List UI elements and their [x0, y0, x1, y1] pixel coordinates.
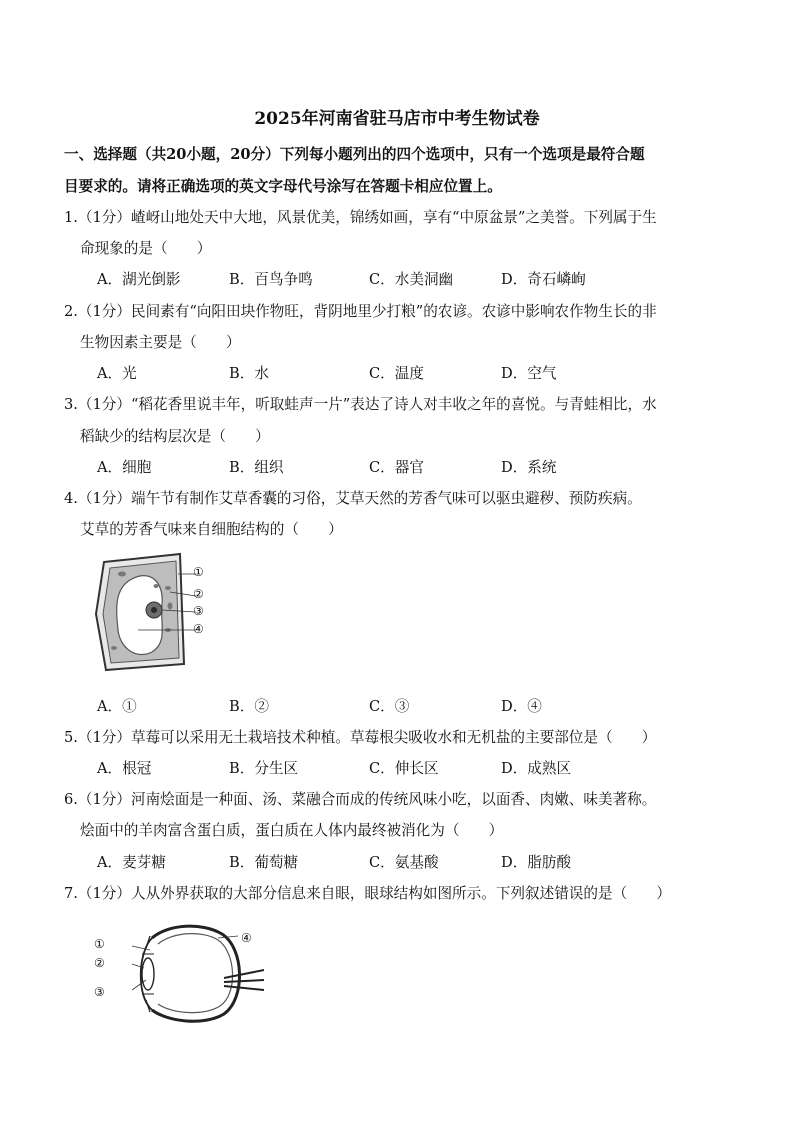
question-5-option-d: D．成熟区 — [501, 760, 572, 777]
eye-label-4: ④ — [241, 931, 252, 945]
cell-label-3: ③ — [193, 604, 204, 618]
question-6-option-d: D．脂肪酸 — [501, 854, 572, 871]
page-title: 2025年河南省驻马店市中考生物试卷 — [254, 109, 540, 129]
question-2-option-d: D．空气 — [501, 365, 557, 382]
question-6-option-a: A．麦芽糖 — [97, 854, 166, 871]
question-4-option-b: B．② — [229, 698, 269, 715]
question-3-text-cont: 稻缺少的结构层次是（ ） — [80, 428, 270, 445]
section-instruction-line-1: 一、选择题（共20小题，20分）下列每小题列出的四个选项中，只有一个选项是最符合题 — [64, 146, 645, 163]
cell-label-2: ② — [193, 587, 204, 601]
question-4-option-d: D．④ — [501, 698, 542, 715]
question-4-text: 4.（1分）端午节有制作艾草香囊的习俗，艾草天然的芳香气味可以驱虫避秽、预防疾病。 — [64, 490, 642, 507]
question-1-text-cont: 命现象的是（ ） — [80, 240, 212, 257]
question-2-option-c: C．温度 — [369, 365, 424, 382]
question-1-option-b: B．百鸟争鸣 — [229, 271, 313, 288]
question-3-option-b: B．组织 — [229, 459, 284, 476]
question-6-option-b: B．葡萄糖 — [229, 854, 299, 871]
question-3-option-c: C．器官 — [369, 459, 424, 476]
question-6-option-c: C．氨基酸 — [369, 854, 439, 871]
question-1-text: 1.（1分）嵖岈山地处天中大地，风景优美，锦绣如画，享有“中原盆景”之美誉。下列属于生 — [64, 209, 657, 226]
question-2-text-cont: 生物因素主要是（ ） — [80, 334, 241, 351]
eye-label-2: ② — [94, 956, 105, 970]
question-2-option-b: B．水 — [229, 365, 269, 382]
cell-label-4: ④ — [193, 622, 204, 636]
question-6-text: 6.（1分）河南烩面是一种面、汤、菜融合而成的传统风味小吃，以面香、肉嫩、味美著称。 — [64, 791, 657, 808]
question-2-option-a: A．光 — [97, 365, 137, 382]
question-3-option-d: D．系统 — [501, 459, 557, 476]
question-5-option-b: B．分生区 — [229, 760, 299, 777]
question-4-text-cont: 艾草的芳香气味来自细胞结构的（ ） — [80, 521, 343, 538]
question-6-text-cont: 烩面中的羊肉富含蛋白质，蛋白质在人体内最终被消化为（ ） — [80, 822, 504, 839]
question-3-text: 3.（1分）“稻花香里说丰年，听取蛙声一片”表达了诗人对丰收之年的喜悦。与青蛙相比，水 — [64, 396, 657, 413]
eye-label-3: ③ — [94, 985, 105, 999]
eye-label-1: ① — [94, 937, 105, 951]
section-instruction-line-2: 目要求的。请将正确选项的英文字母代号涂写在答题卡相应位置上。 — [64, 178, 502, 195]
question-5-text: 5.（1分）草莓可以采用无土栽培技术种植。草莓根尖吸收水和无机盐的主要部位是（ ） — [64, 729, 657, 746]
question-7-text: 7.（1分）人从外界获取的大部分信息来自眼，眼球结构如图所示。下列叙述错误的是（ ） — [64, 885, 671, 902]
question-1-option-d: D．奇石嶙峋 — [501, 271, 586, 288]
question-5-option-a: A．根冠 — [97, 760, 152, 777]
question-4-option-c: C．③ — [369, 698, 410, 715]
question-2-text: 2.（1分）民间素有“向阳田块作物旺，背阴地里少打粮”的农谚。农谚中影响农作物生长的非 — [64, 303, 657, 320]
cell-label-1: ① — [193, 565, 204, 579]
question-5-option-c: C．伸长区 — [369, 760, 439, 777]
question-4-option-a: A．① — [97, 698, 137, 715]
question-1-option-a: A．湖光倒影 — [97, 271, 181, 288]
question-3-option-a: A．细胞 — [97, 459, 152, 476]
question-1-option-c: C．水美洞幽 — [369, 271, 454, 288]
